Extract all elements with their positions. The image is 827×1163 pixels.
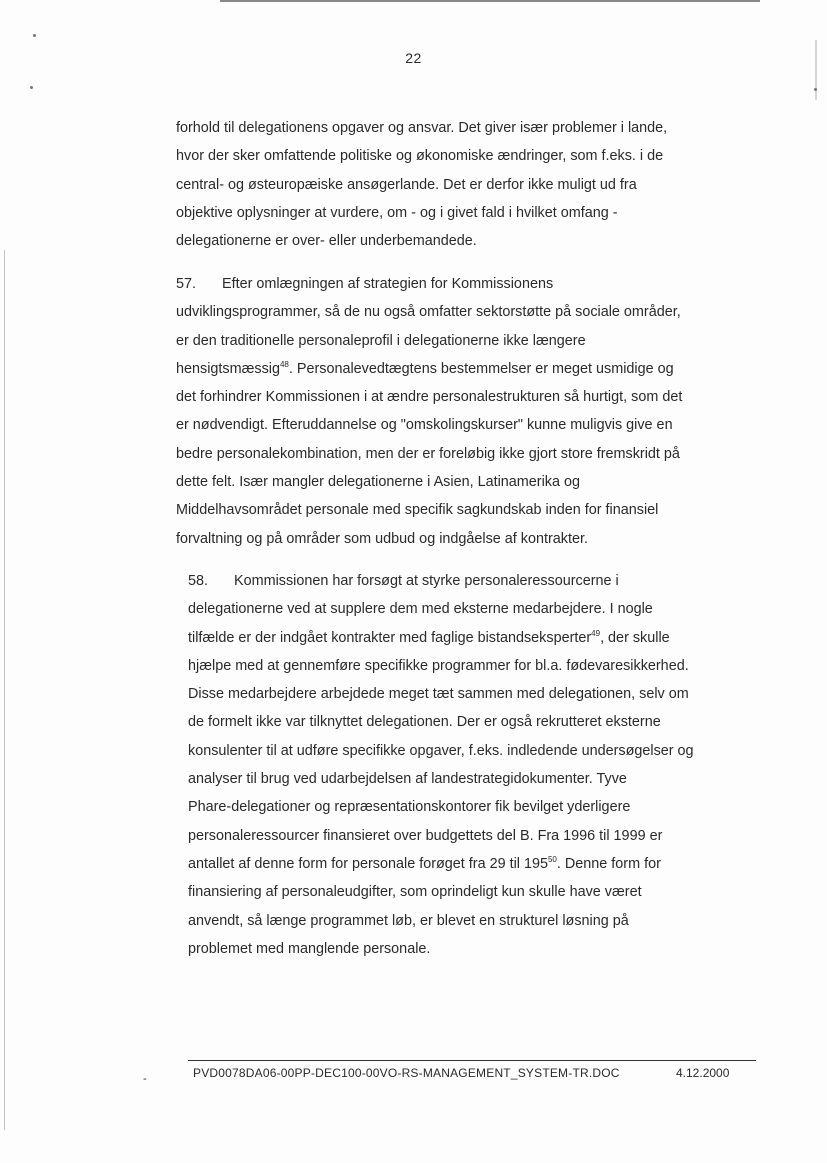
text-line: delegationerne er over- eller underbemandede. [176,233,477,250]
text-segment: Efter omlægningen af strategien for Kommissionens [222,276,554,292]
right-margin-mark [815,40,817,100]
scan-speck [30,86,33,89]
text-line: bedre personalekombination, men der er foreløbig ikke gjort store fremskridt på [176,445,680,462]
footnote-ref-49[interactable]: 49 [591,628,601,638]
footnote-ref-50[interactable]: 50 [547,855,557,865]
text-line: central- og østeuropæiske ansøgerlande. Det er derfor ikke muligt ud fra [176,176,637,193]
paragraph-number: 58. [188,573,209,589]
text-segment: hensigtsmæssig [176,360,280,377]
text-line: er den traditionelle personaleprofil i delegationerne ikke længere [176,332,586,349]
text-line: det forhindrer Kommissionen i at ændre personalestrukturen så hurtigt, som det [176,389,683,406]
footer-rule [188,1060,756,1061]
paragraph-continuation [176,114,756,255]
text-line: personaleressourcer finansieret over budgettets del B. Fra 1996 til 1999 er [188,827,663,844]
text-segment: . Personalevedtægtens bestemmelser er meget usmidige og [288,360,674,377]
text-segment: , der skulle [600,629,670,646]
text-line: dette felt. Især mangler delegationerne i Asien, Latinamerika og [176,474,580,491]
left-margin-mark [4,250,5,1130]
footer-document-reference: PVD0078DA06-00PP-DEC100-00VO-RS-MANAGEMENT_SYSTEM-TR.DOC [193,1066,620,1080]
text-line: Middelhavsområdet personale med specifik sagkundskab inden for finansiel [176,502,659,519]
paragraph-58 [188,567,768,963]
text-line: er nødvendigt. Efteruddannelse og "omskolingskurser" kunne muligvis give en [176,417,673,434]
footnote-ref-48[interactable]: 48 [279,360,289,370]
page-number: 22 [405,50,422,66]
text-line: forvaltning og på områder som udbud og indgåelse af kontrakter. [176,530,588,547]
text-segment: . Denne form for [556,855,661,872]
text-line [176,270,756,298]
scan-speck [33,34,36,37]
paragraph-number: 57. [176,276,197,292]
text-line: problemet med manglende personale. [188,940,431,957]
text-line: analyser til brug ved udarbejdelsen af landestrategidokumenter. Tyve [188,771,627,788]
text-line: hvor der sker omfattende politiske og økonomiske ændringer, som f.eks. i de [176,148,664,165]
text-line: finansiering af personaleudgifter, som oprindeligt kun skulle have været [188,884,642,901]
text-line: anvendt, så længe programmet løb, er blevet en strukturel løsning på [188,912,629,929]
text-line: delegationerne ved at supplere dem med eksterne medarbejdere. I nogle [188,601,653,618]
text-line [188,850,768,878]
text-segment: tilfælde er der indgået kontrakter med faglige bistandseksperter [188,629,592,646]
paragraph-57 [176,270,756,553]
text-segment: antallet af denne form for personale forøget fra 29 til 195 [188,855,548,872]
text-line: hjælpe med at gennemføre specifikke programmer for bl.a. fødevaresikkerhed. [188,657,689,674]
text-segment: Kommissionen har forsøgt at styrke personaleressourcerne i [234,573,619,589]
scan-speck [814,88,817,91]
text-line: objektive oplysninger at vurdere, om - og i givet fald i hvilket omfang - [176,204,618,221]
text-line: Phare-delegationer og repræsentationskontorer fik bevilget yderligere [188,799,631,816]
text-line: de formelt ikke var tilknyttet delegationen. Der er også rekrutteret eksterne [188,714,661,731]
text-line: forhold til delegationens opgaver og ansvar. Det giver især problemer i lande, [176,120,668,136]
footer-date: 4.12.2000 [676,1066,730,1080]
text-line: konsulenter til at udføre specifikke opgaver, f.eks. indledende undersøgelser og [188,742,694,759]
text-line [188,624,768,652]
top-edge-rule [220,0,760,2]
text-line [188,567,768,595]
text-line: Disse medarbejdere arbejdede meget tæt sammen med delegationen, selv om [188,686,689,703]
text-line [176,355,756,383]
footer-dash: - [143,1073,147,1085]
text-line: udviklingsprogrammer, så de nu også omfatter sektorstøtte på sociale områder, [176,304,681,321]
